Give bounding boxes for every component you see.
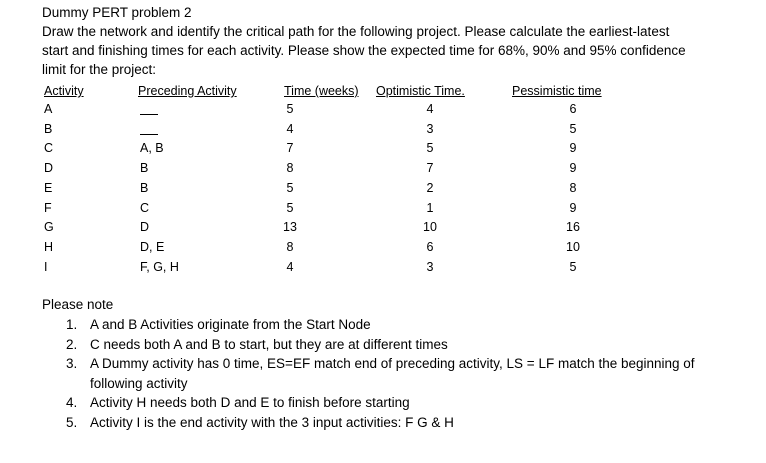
header-pessimistic-time: Pessimistic time xyxy=(512,84,602,98)
pessimistic-time-cell: 5 xyxy=(569,122,577,136)
note-text: A Dummy activity has 0 time, ES=EF match end of preceding activity, LS = LF match the beginning of xyxy=(90,356,695,371)
note-text: Activity H needs both D and E to finish before starting xyxy=(90,395,410,410)
preceding-activity-cell: C xyxy=(140,201,150,215)
header-activity: Activity xyxy=(44,84,84,98)
pessimistic-time-cell: 10 xyxy=(566,240,580,254)
optimistic-time-cell: 2 xyxy=(426,181,434,195)
activity-cell: I xyxy=(44,260,48,274)
pessimistic-time-cell: 8 xyxy=(569,181,577,195)
preceding-activity-cell: F, G, H xyxy=(140,260,179,274)
time-weeks-cell: 13 xyxy=(283,220,297,234)
instructions-line-2: start and finishing times for each activity. Please show the expected time for 68%, 90% and 95% confidence xyxy=(42,43,686,58)
time-weeks-cell: 4 xyxy=(286,260,294,274)
note-text: C needs both A and B to start, but they are at different times xyxy=(90,336,448,352)
note-text: A and B Activities originate from the Start Node xyxy=(90,317,371,332)
note-number: 5. xyxy=(66,414,78,430)
optimistic-time-cell: 3 xyxy=(426,122,434,136)
activity-cell: H xyxy=(44,240,54,254)
time-weeks-cell: 8 xyxy=(286,240,294,254)
preceding-activity-cell: B xyxy=(140,161,149,175)
activity-cell: F xyxy=(44,201,52,215)
note-text: Activity I is the end activity with the 3 input activities: F G & H xyxy=(90,414,454,430)
preceding-activity-cell: D, E xyxy=(140,240,165,254)
pessimistic-time-cell: 9 xyxy=(569,201,577,215)
preceding-activity-cell: D xyxy=(140,220,150,234)
no-predecessor-line xyxy=(140,114,158,115)
activity-cell: B xyxy=(44,122,53,136)
pessimistic-time-cell: 9 xyxy=(569,161,577,175)
note-text: following activity xyxy=(90,375,188,391)
preceding-activity-cell: A, B xyxy=(140,141,164,155)
optimistic-time-cell: 3 xyxy=(426,260,434,274)
pessimistic-time-cell: 6 xyxy=(569,102,577,116)
activity-cell: A xyxy=(44,102,53,116)
time-weeks-cell: 7 xyxy=(286,141,294,155)
pessimistic-time-cell: 9 xyxy=(569,141,577,155)
activity-cell: G xyxy=(44,220,54,234)
header-optimistic-time: Optimistic Time. xyxy=(376,84,465,98)
time-weeks-cell: 4 xyxy=(286,122,294,136)
notes-heading: Please note xyxy=(42,297,114,312)
note-number: 2. xyxy=(66,336,78,352)
instructions-line-1: Draw the network and identify the critical path for the following project. Please calculate the earliest-latest xyxy=(42,24,670,39)
header-time-weeks: Time (weeks) xyxy=(284,84,359,98)
note-number: 4. xyxy=(66,395,78,410)
note-number: 3. xyxy=(66,356,78,371)
activity-cell: D xyxy=(44,161,54,175)
pessimistic-time-cell: 16 xyxy=(566,220,580,234)
optimistic-time-cell: 7 xyxy=(426,161,434,175)
header-preceding-activity: Preceding Activity xyxy=(138,84,237,98)
time-weeks-cell: 5 xyxy=(286,181,294,195)
time-weeks-cell: 5 xyxy=(286,201,294,215)
no-predecessor-line xyxy=(140,134,158,135)
time-weeks-cell: 8 xyxy=(286,161,294,175)
time-weeks-cell: 5 xyxy=(286,102,294,116)
optimistic-time-cell: 4 xyxy=(426,102,434,116)
pessimistic-time-cell: 5 xyxy=(569,260,577,274)
preceding-activity-cell: B xyxy=(140,181,149,195)
optimistic-time-cell: 1 xyxy=(426,201,434,215)
optimistic-time-cell: 6 xyxy=(426,240,434,254)
instructions-line-3: limit for the project: xyxy=(42,62,157,77)
activity-cell: C xyxy=(44,141,54,155)
optimistic-time-cell: 5 xyxy=(426,141,434,155)
document-title: Dummy PERT problem 2 xyxy=(42,5,192,20)
note-number: 1. xyxy=(66,317,78,332)
optimistic-time-cell: 10 xyxy=(423,220,437,234)
activity-cell: E xyxy=(44,181,53,195)
